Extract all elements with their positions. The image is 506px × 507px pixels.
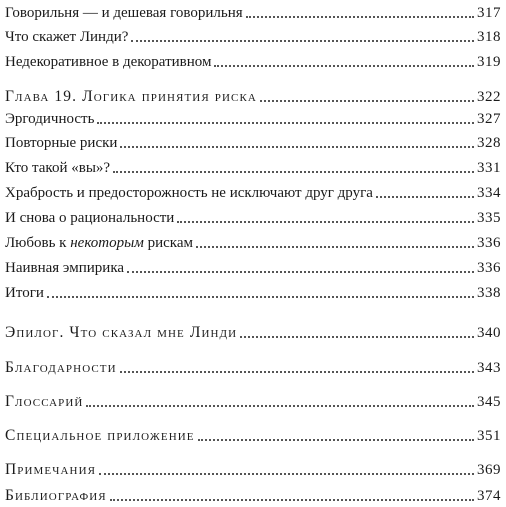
- toc-entry-title: Что скажет Линди?: [5, 29, 129, 45]
- toc-entry-title: [5, 234, 193, 252]
- toc-entry-title: Повторные риски: [5, 135, 118, 151]
- toc-title-emphasis: некоторым: [70, 235, 144, 251]
- toc-entry-title: Говорильня — и дешевая говорильня: [5, 5, 243, 21]
- dot-leader: [214, 65, 474, 67]
- toc-entry-page: 335: [477, 210, 501, 226]
- toc-chapter-title: Примечания: [5, 461, 97, 478]
- toc-entry-title: Итоги: [5, 285, 44, 301]
- toc-entry: [5, 155, 501, 177]
- toc-entry-page: 328: [477, 135, 501, 151]
- toc-chapter-entry: [5, 483, 501, 505]
- toc-entry-page: 340: [477, 325, 501, 341]
- toc-entry-title: Недекоративное в декоративном: [5, 54, 212, 70]
- dot-leader: [246, 16, 474, 18]
- toc-entry-page: 336: [477, 260, 501, 276]
- toc-entry-title: Храбрость и предосторожность не исключают друг друга: [5, 185, 373, 201]
- toc-entry: [5, 180, 501, 202]
- toc-chapter-entry: [5, 84, 501, 106]
- toc-chapter-title: Специальное приложение: [5, 427, 195, 444]
- toc-entry-page: 327: [477, 111, 501, 127]
- toc-entry-page: 338: [477, 285, 501, 301]
- toc-entry-page: 345: [477, 394, 501, 410]
- dot-leader: [198, 439, 474, 441]
- toc-entry: [5, 24, 501, 46]
- toc-entry: [5, 130, 501, 152]
- dot-leader: [196, 246, 474, 248]
- toc-entry: [5, 205, 501, 227]
- toc-entry-page: 351: [477, 428, 501, 444]
- toc-entry-page: 322: [477, 89, 501, 105]
- toc-chapter-title: Эпилог. Что сказал мне Линди: [5, 324, 238, 341]
- dot-leader: [177, 221, 474, 223]
- toc-entry-page: 317: [477, 5, 501, 21]
- toc-entry-page: 336: [477, 235, 501, 251]
- dot-leader: [86, 405, 474, 407]
- dot-leader: [260, 100, 474, 102]
- toc-entry: [5, 0, 501, 22]
- toc-entry: [5, 230, 501, 252]
- toc-chapter-entry: [5, 457, 501, 479]
- dot-leader: [97, 122, 474, 124]
- toc-entry-page: 334: [477, 185, 501, 201]
- toc-chapter-entry: [5, 389, 501, 411]
- toc-entry-title: И снова о рациональности: [5, 210, 175, 226]
- toc-entry: [5, 255, 501, 277]
- toc-entry-title: Эргодичность: [5, 111, 95, 127]
- toc-chapter-entry: [5, 320, 501, 342]
- toc-entry-page: 343: [477, 360, 501, 376]
- toc-entry-page: 331: [477, 160, 501, 176]
- toc-title-part: Любовь к: [5, 235, 71, 251]
- dot-leader: [240, 336, 474, 338]
- toc-entry-page: 318: [477, 29, 501, 45]
- toc-entry-title: Наивная эмпирика: [5, 260, 125, 276]
- toc-entry: [5, 49, 501, 71]
- toc-chapter-title: Библиография: [5, 487, 107, 504]
- toc-entry-title: Кто такой «вы»?: [5, 160, 111, 176]
- dot-leader: [47, 296, 474, 298]
- dot-leader: [120, 146, 474, 148]
- toc-chapter-entry: [5, 355, 501, 377]
- toc-entry-page: 374: [477, 488, 501, 504]
- toc-chapter-title: Глоссарий: [5, 393, 84, 410]
- dot-leader: [376, 196, 474, 198]
- dot-leader: [99, 473, 474, 475]
- toc-chapter-title: Глава 19. Логика принятия риска: [5, 88, 257, 105]
- toc-entry-page: 319: [477, 54, 501, 70]
- toc-entry-page: 369: [477, 462, 501, 478]
- toc-chapter-title: Благодарности: [5, 359, 117, 376]
- dot-leader: [113, 171, 474, 173]
- dot-leader: [120, 371, 474, 373]
- toc-entry: [5, 106, 501, 128]
- toc-chapter-entry: [5, 423, 501, 445]
- dot-leader: [127, 271, 474, 273]
- dot-leader: [131, 40, 474, 42]
- toc-title-part: рискам: [143, 235, 193, 251]
- toc-entry: [5, 280, 501, 302]
- dot-leader: [110, 499, 474, 501]
